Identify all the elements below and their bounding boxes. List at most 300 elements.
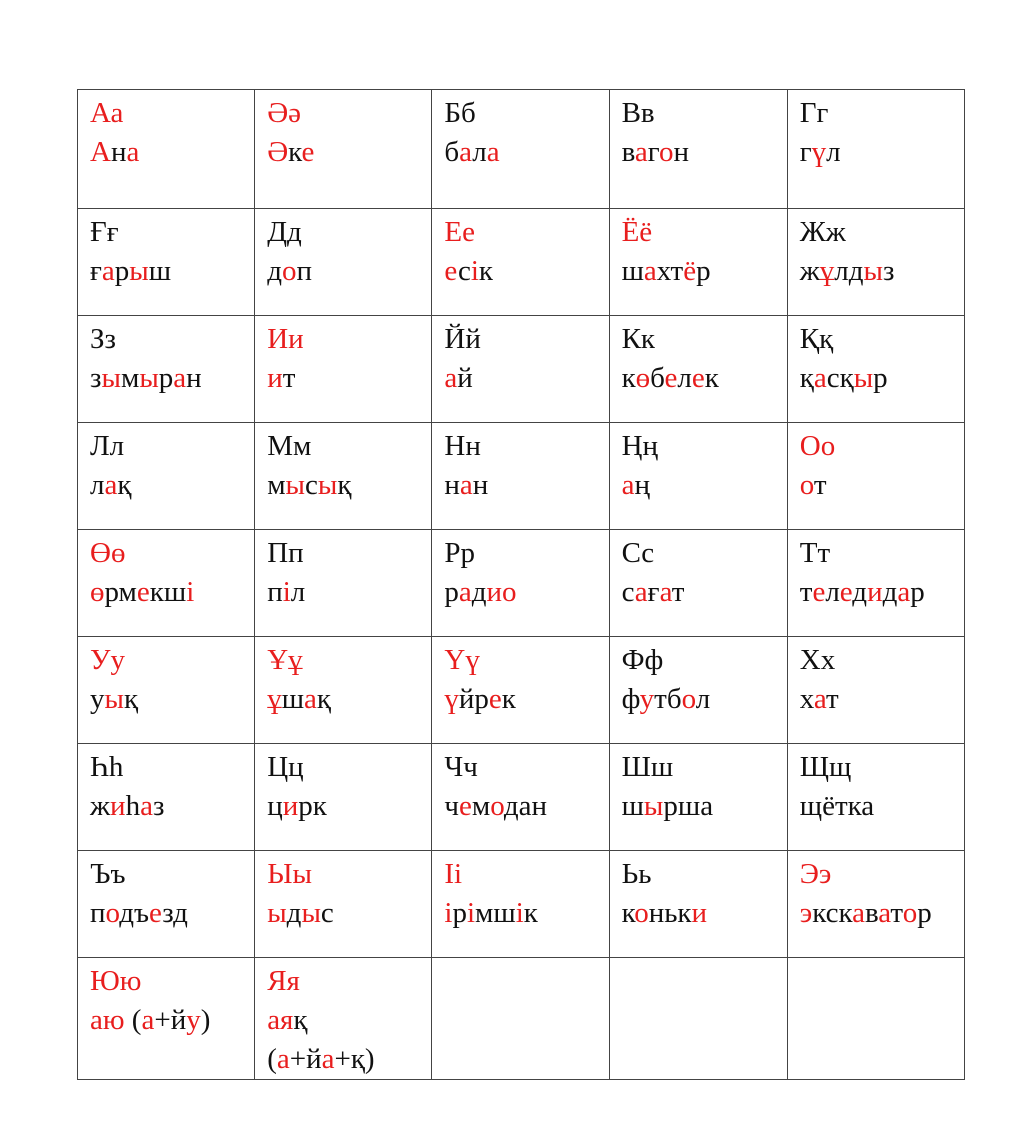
consonant-segment: қ xyxy=(293,1004,308,1036)
vowel-segment: а xyxy=(304,683,317,715)
vowel-segment: и xyxy=(691,897,708,929)
consonant-segment: р xyxy=(114,255,130,287)
consonant-segment: д xyxy=(852,576,868,608)
example-word xyxy=(90,1001,254,1040)
letter-cell xyxy=(255,423,432,530)
letter-cell xyxy=(432,637,609,744)
letter-pair xyxy=(90,320,254,359)
vowel-segment: ұ xyxy=(819,255,835,287)
consonant-segment: йр xyxy=(458,683,489,715)
vowel-segment: ё xyxy=(683,255,697,287)
vowel-segment: и xyxy=(867,576,883,608)
consonant-segment: з xyxy=(883,255,895,287)
consonant-segment: Кк xyxy=(621,323,655,355)
consonant-segment: ш xyxy=(621,255,644,287)
letter-cell xyxy=(255,316,432,423)
letter-cell xyxy=(609,209,787,316)
vowel-segment: Үү xyxy=(444,644,480,676)
consonant-segment: Щщ xyxy=(799,751,852,783)
consonant-segment: п xyxy=(296,255,312,287)
vowel-segment: ы xyxy=(101,362,121,394)
letter-pair xyxy=(444,94,608,133)
vowel-segment: Ұұ xyxy=(267,644,303,676)
consonant-segment: ньк xyxy=(648,897,692,929)
vowel-segment: Ии xyxy=(267,323,304,355)
consonant-segment: Тт xyxy=(799,537,831,569)
vowel-segment: а xyxy=(459,136,473,168)
vowel-segment: ы xyxy=(317,469,338,501)
consonant-segment: Шш xyxy=(621,751,674,783)
example-word xyxy=(90,680,254,719)
consonant-segment: р xyxy=(452,897,467,929)
consonant-segment: б xyxy=(650,362,665,394)
vowel-segment: а xyxy=(621,469,635,501)
vowel-segment: е xyxy=(301,136,315,168)
consonant-segment: Пп xyxy=(267,537,304,569)
letter-pair xyxy=(90,94,254,133)
consonant-segment: ң xyxy=(634,469,650,501)
letter-cell xyxy=(78,851,255,958)
consonant-segment: ш xyxy=(148,255,172,287)
vowel-segment: о xyxy=(799,469,814,501)
vowel-segment: Аа xyxy=(90,97,124,129)
consonant-segment: у xyxy=(90,683,105,715)
vowel-segment: а xyxy=(813,683,826,715)
consonant-segment: Һһ xyxy=(90,751,124,783)
example-word xyxy=(444,787,608,826)
consonant-segment: с xyxy=(457,255,471,287)
table-row xyxy=(78,423,965,530)
consonant-segment: лд xyxy=(834,255,864,287)
vowel-segment: е xyxy=(458,790,472,822)
vowel-segment: е xyxy=(148,897,163,929)
letter-cell xyxy=(255,90,432,209)
consonant-segment: л xyxy=(290,576,306,608)
vowel-segment: Әә xyxy=(267,97,302,129)
vowel-segment: ио xyxy=(486,576,517,608)
letter-pair xyxy=(622,534,787,573)
example-word xyxy=(444,252,608,291)
vowel-segment: ы xyxy=(863,255,884,287)
consonant-segment: һ xyxy=(125,790,141,822)
vowel-segment: ы xyxy=(853,362,874,394)
example-word xyxy=(90,573,254,612)
vowel-segment: і xyxy=(515,897,524,929)
consonant-segment: кш xyxy=(149,576,187,608)
example-word xyxy=(90,894,254,933)
letter-cell xyxy=(787,637,964,744)
letter-cell xyxy=(787,423,964,530)
vowel-segment: а xyxy=(140,790,153,822)
consonant-segment: Хх xyxy=(799,644,836,676)
consonant-segment: т xyxy=(799,576,813,608)
consonant-segment: л xyxy=(472,136,487,168)
vowel-segment: и xyxy=(282,790,299,822)
vowel-segment: Ыы xyxy=(267,858,312,890)
vowel-segment: и xyxy=(267,362,283,394)
letter-pair xyxy=(267,641,431,680)
letter-pair xyxy=(267,748,431,787)
letter-pair xyxy=(267,962,431,1001)
consonant-segment: з xyxy=(90,362,102,394)
letter-pair xyxy=(800,748,964,787)
consonant-segment: Ъъ xyxy=(90,858,126,890)
vowel-segment: о xyxy=(281,255,297,287)
consonant-segment: тб xyxy=(654,683,682,715)
vowel-segment: Яя xyxy=(267,965,300,997)
example-word xyxy=(267,1040,431,1079)
consonant-segment: н xyxy=(472,469,489,501)
vowel-segment: у xyxy=(186,1004,201,1036)
vowel-segment: і xyxy=(186,576,195,608)
vowel-segment: ы xyxy=(285,469,306,501)
consonant-segment: п xyxy=(267,576,283,608)
example-word xyxy=(444,680,608,719)
table-row xyxy=(78,90,965,209)
consonant-segment: в xyxy=(621,136,635,168)
letter-pair xyxy=(622,320,787,359)
consonant-segment: н xyxy=(186,362,202,394)
kazakh-alphabet-table xyxy=(77,89,965,1080)
example-word xyxy=(622,573,787,612)
consonant-segment: Фф xyxy=(621,644,664,676)
consonant-segment: в xyxy=(864,897,879,929)
vowel-segment: у xyxy=(639,683,655,715)
example-word xyxy=(800,133,964,172)
consonant-segment: р xyxy=(158,362,174,394)
consonant-segment: дан xyxy=(503,790,548,822)
letter-cell xyxy=(609,851,787,958)
vowel-segment: Уу xyxy=(90,644,126,676)
consonant-segment: Бб xyxy=(444,97,476,129)
consonant-segment: Дд xyxy=(267,216,302,248)
vowel-segment: а xyxy=(276,1043,290,1075)
consonant-segment: дъ xyxy=(119,897,149,929)
vowel-segment: а xyxy=(659,576,672,608)
example-word xyxy=(444,359,608,398)
letter-cell xyxy=(255,958,432,1080)
vowel-segment: е xyxy=(839,576,853,608)
consonant-segment: рша xyxy=(663,790,714,822)
vowel-segment: а xyxy=(643,255,657,287)
consonant-segment: хт xyxy=(656,255,684,287)
vowel-segment: е xyxy=(691,362,705,394)
consonant-segment: Чч xyxy=(444,751,478,783)
example-word xyxy=(800,359,964,398)
consonant-segment: +й xyxy=(154,1004,187,1036)
letter-cell xyxy=(787,744,964,851)
consonant-segment: Ғғ xyxy=(90,216,119,248)
vowel-segment: а xyxy=(634,576,648,608)
vowel-segment: о xyxy=(490,790,504,822)
letter-cell xyxy=(432,530,609,637)
consonant-segment: л xyxy=(677,362,692,394)
letter-cell xyxy=(432,744,609,851)
consonant-segment: Жж xyxy=(799,216,846,248)
consonant-segment: с xyxy=(305,469,318,501)
vowel-segment: Өө xyxy=(90,537,126,569)
example-word xyxy=(622,787,787,826)
table-body xyxy=(78,90,965,1080)
letter-cell xyxy=(255,744,432,851)
consonant-segment: рк xyxy=(298,790,327,822)
example-word xyxy=(267,252,431,291)
vowel-segment: и xyxy=(110,790,126,822)
letter-cell xyxy=(787,209,964,316)
consonant-segment: д xyxy=(267,255,282,287)
vowel-segment: Юю xyxy=(90,965,142,997)
consonant-segment: ( xyxy=(267,1043,277,1075)
vowel-segment: а xyxy=(126,136,140,168)
vowel-segment: і xyxy=(470,255,479,287)
vowel-segment: А xyxy=(90,136,111,168)
example-word xyxy=(622,359,787,398)
letter-pair xyxy=(90,534,254,573)
letter-pair xyxy=(90,213,254,252)
letter-pair xyxy=(622,427,787,466)
consonant-segment: д xyxy=(882,576,898,608)
consonant-segment: Йй xyxy=(444,323,481,355)
letter-pair xyxy=(267,320,431,359)
letter-cell xyxy=(609,90,787,209)
letter-pair xyxy=(800,320,964,359)
consonant-segment: с xyxy=(320,897,334,929)
vowel-segment: ы xyxy=(301,897,321,929)
letter-cell xyxy=(609,637,787,744)
example-word xyxy=(267,573,431,612)
example-word xyxy=(800,894,964,933)
letter-pair xyxy=(90,641,254,680)
vowel-segment: е xyxy=(444,255,458,287)
letter-cell xyxy=(787,851,964,958)
consonant-segment: Мм xyxy=(267,430,312,462)
vowel-segment: ө xyxy=(635,362,651,394)
vowel-segment: і xyxy=(466,897,475,929)
letter-cell xyxy=(432,316,609,423)
consonant-segment: д xyxy=(471,576,487,608)
consonant-segment: ғ xyxy=(90,255,102,287)
consonant-segment: щётка xyxy=(799,790,875,822)
vowel-segment: ы xyxy=(267,897,287,929)
letter-cell xyxy=(255,530,432,637)
vowel-segment: а xyxy=(878,897,891,929)
example-word xyxy=(90,252,254,291)
consonant-segment: л xyxy=(826,136,841,168)
letter-pair xyxy=(622,94,787,133)
consonant-segment: н xyxy=(673,136,689,168)
consonant-segment: м xyxy=(120,362,140,394)
consonant-segment: к xyxy=(288,136,302,168)
letter-pair xyxy=(267,855,431,894)
consonant-segment: қ xyxy=(337,469,352,501)
letter-pair xyxy=(267,94,431,133)
vowel-segment: а xyxy=(634,136,648,168)
consonant-segment: р xyxy=(444,576,459,608)
table-row xyxy=(78,530,965,637)
consonant-segment: қ xyxy=(799,362,814,394)
vowel-segment: а xyxy=(141,1004,155,1036)
letter-cell xyxy=(609,744,787,851)
example-word xyxy=(622,466,787,505)
vowel-segment: о xyxy=(658,136,674,168)
letter-pair xyxy=(90,855,254,894)
letter-pair xyxy=(444,855,608,894)
vowel-segment: о xyxy=(634,897,649,929)
letter-cell xyxy=(432,958,609,1080)
vowel-segment: е xyxy=(664,362,678,394)
letter-pair xyxy=(800,641,964,680)
example-word xyxy=(90,359,254,398)
letter-cell xyxy=(609,530,787,637)
consonant-segment: т xyxy=(282,362,296,394)
consonant-segment: ғ xyxy=(647,576,660,608)
table-row xyxy=(78,209,965,316)
vowel-segment: аю xyxy=(90,1004,125,1036)
vowel-segment: е xyxy=(488,683,502,715)
example-word xyxy=(267,466,431,505)
consonant-segment: ж xyxy=(799,255,820,287)
letter-pair xyxy=(444,748,608,787)
example-word xyxy=(267,680,431,719)
example-word xyxy=(800,466,964,505)
consonant-segment: Цц xyxy=(267,751,304,783)
consonant-segment: л xyxy=(90,469,105,501)
letter-cell xyxy=(78,423,255,530)
letter-cell xyxy=(78,958,255,1080)
consonant-segment: к xyxy=(621,897,635,929)
vowel-segment: а xyxy=(897,576,911,608)
consonant-segment: қ xyxy=(123,683,139,715)
letter-cell xyxy=(609,423,787,530)
letter-pair xyxy=(267,534,431,573)
consonant-segment: ф xyxy=(621,683,640,715)
letter-cell xyxy=(787,316,964,423)
consonant-segment: н xyxy=(110,136,127,168)
consonant-segment: Рр xyxy=(444,537,476,569)
consonant-segment: т xyxy=(671,576,685,608)
consonant-segment: з xyxy=(152,790,165,822)
vowel-segment: а xyxy=(173,362,187,394)
letter-pair xyxy=(444,427,608,466)
consonant-segment: Нн xyxy=(444,430,481,462)
consonant-segment: м xyxy=(267,469,286,501)
consonant-segment: л xyxy=(695,683,711,715)
consonant-segment: +қ) xyxy=(334,1043,375,1075)
consonant-segment: р xyxy=(873,362,888,394)
consonant-segment: к xyxy=(478,255,493,287)
table-row xyxy=(78,744,965,851)
example-word xyxy=(267,1001,431,1040)
letter-pair xyxy=(90,962,254,1001)
letter-pair xyxy=(444,534,608,573)
consonant-segment: к xyxy=(704,362,719,394)
consonant-segment: Вв xyxy=(621,97,655,129)
consonant-segment: рм xyxy=(104,576,137,608)
vowel-segment: э xyxy=(799,897,813,929)
example-word xyxy=(90,133,254,172)
consonant-segment: с xyxy=(621,576,635,608)
consonant-segment: к xyxy=(621,362,636,394)
consonant-segment: к xyxy=(523,897,538,929)
vowel-segment: о xyxy=(681,683,696,715)
letter-cell xyxy=(78,209,255,316)
consonant-segment: Ңң xyxy=(621,430,659,462)
vowel-segment: о xyxy=(105,897,120,929)
vowel-segment: ұ xyxy=(267,683,282,715)
letter-pair xyxy=(267,213,431,252)
consonant-segment: т xyxy=(890,897,903,929)
consonant-segment: р xyxy=(910,576,925,608)
vowel-segment: Ее xyxy=(444,216,475,248)
letter-cell xyxy=(78,316,255,423)
consonant-segment: ( xyxy=(124,1004,142,1036)
example-word xyxy=(444,894,608,933)
vowel-segment: е xyxy=(812,576,826,608)
letter-pair xyxy=(90,748,254,787)
consonant-segment: н xyxy=(444,469,460,501)
vowel-segment: а xyxy=(459,469,473,501)
vowel-segment: Оо xyxy=(799,430,836,462)
letter-cell xyxy=(787,90,964,209)
vowel-segment: а xyxy=(101,255,115,287)
letter-pair xyxy=(800,213,964,252)
example-word xyxy=(90,787,254,826)
letter-cell xyxy=(78,90,255,209)
table-row xyxy=(78,958,965,1080)
example-word xyxy=(444,133,608,172)
vowel-segment: ө xyxy=(90,576,105,608)
letter-cell xyxy=(78,637,255,744)
letter-cell xyxy=(432,209,609,316)
consonant-segment: ч xyxy=(444,790,459,822)
letter-pair xyxy=(622,641,787,680)
consonant-segment: к xyxy=(501,683,516,715)
consonant-segment: мш xyxy=(475,897,516,929)
letter-pair xyxy=(622,213,787,252)
example-word xyxy=(267,133,431,172)
vowel-segment: а xyxy=(813,362,827,394)
letter-pair xyxy=(800,94,964,133)
consonant-segment: д xyxy=(286,897,302,929)
consonant-segment: т xyxy=(813,469,827,501)
example-word xyxy=(267,359,431,398)
consonant-segment: Гг xyxy=(799,97,829,129)
consonant-segment: х xyxy=(799,683,814,715)
vowel-segment: о xyxy=(902,897,918,929)
vowel-segment: і xyxy=(444,897,453,929)
letter-cell xyxy=(255,851,432,958)
vowel-segment: ү xyxy=(444,683,459,715)
consonant-segment: Сс xyxy=(621,537,655,569)
letter-cell xyxy=(255,637,432,744)
vowel-segment: ы xyxy=(643,790,664,822)
letter-cell xyxy=(432,851,609,958)
vowel-segment: а xyxy=(458,576,472,608)
example-word xyxy=(800,573,964,612)
vowel-segment: е xyxy=(136,576,150,608)
vowel-segment: і xyxy=(282,576,291,608)
vowel-segment: Іі xyxy=(444,858,463,890)
vowel-segment: ы xyxy=(129,255,149,287)
consonant-segment: Ққ xyxy=(799,323,834,355)
example-word xyxy=(267,894,431,933)
consonant-segment: ж xyxy=(90,790,111,822)
consonant-segment: г xyxy=(799,136,812,168)
vowel-segment: Ә xyxy=(267,136,289,168)
consonant-segment: кск xyxy=(812,897,853,929)
consonant-segment: қ xyxy=(117,469,132,501)
consonant-segment: й xyxy=(457,362,473,394)
